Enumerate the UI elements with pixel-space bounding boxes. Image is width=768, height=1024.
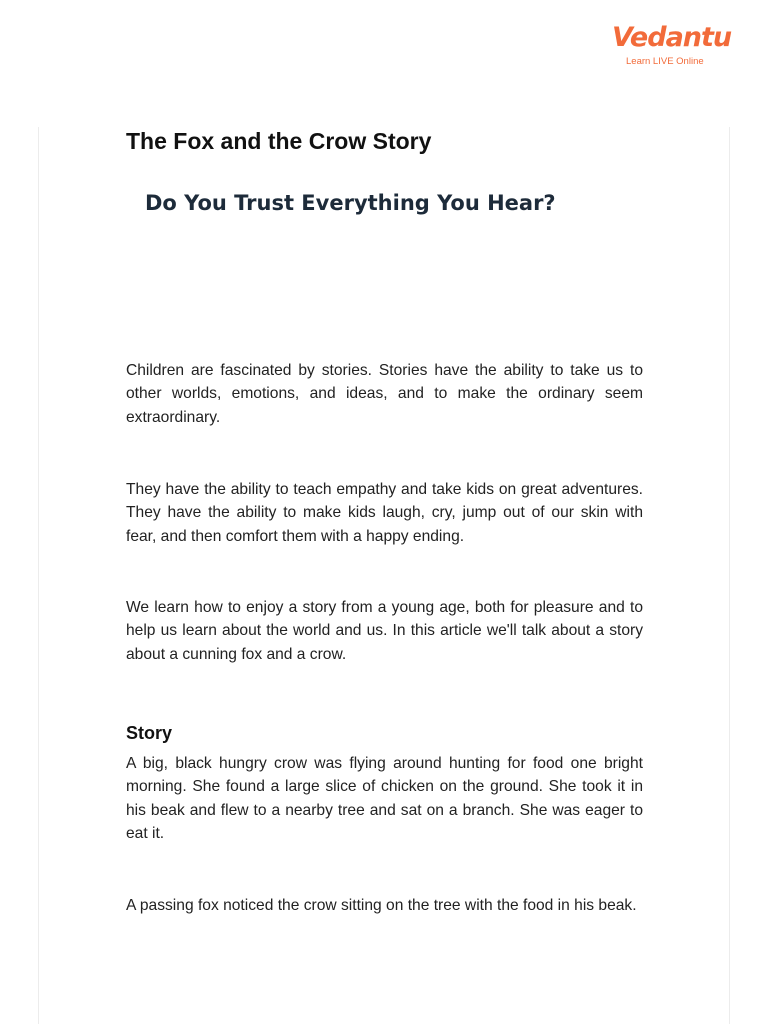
page-subtitle: Do You Trust Everything You Hear? xyxy=(145,191,556,215)
intro-paragraph-1: Children are fascinated by stories. Stories have the ability to take us to other worlds, emotions, and ideas, and to make the ordinary seem extraordinary. xyxy=(126,362,643,426)
story-paragraph-2: A passing fox noticed the crow sitting on the tree with the food in his beak. xyxy=(126,897,637,914)
page-title: The Fox and the Crow Story xyxy=(126,128,432,154)
vedantu-logo xyxy=(612,22,732,72)
page-border-right xyxy=(729,127,730,1024)
intro-paragraph-2: They have the ability to teach empathy and take kids on great adventures. They have the ability to make kids laugh, cry, jump out of our skin with fear, and then comfort them with a happy ending. xyxy=(126,481,643,545)
story-paragraph-1: A big, black hungry crow was flying around hunting for food one bright morning. She found a large slice of chicken on the ground. She took it in his beak and flew to a nearby tree and sat on a branch. She was eager to eat it. xyxy=(126,755,643,842)
logo-wordmark: Vedantu xyxy=(612,22,732,53)
intro-paragraph-3: We learn how to enjoy a story from a young age, both for pleasure and to help us learn about the world and us. In this article we'll talk about a story about a cunning fox and a crow. xyxy=(126,599,643,663)
logo-tagline: Learn LIVE Online xyxy=(626,56,704,67)
story-heading: Story xyxy=(126,723,173,743)
page-border-left xyxy=(38,127,39,1024)
